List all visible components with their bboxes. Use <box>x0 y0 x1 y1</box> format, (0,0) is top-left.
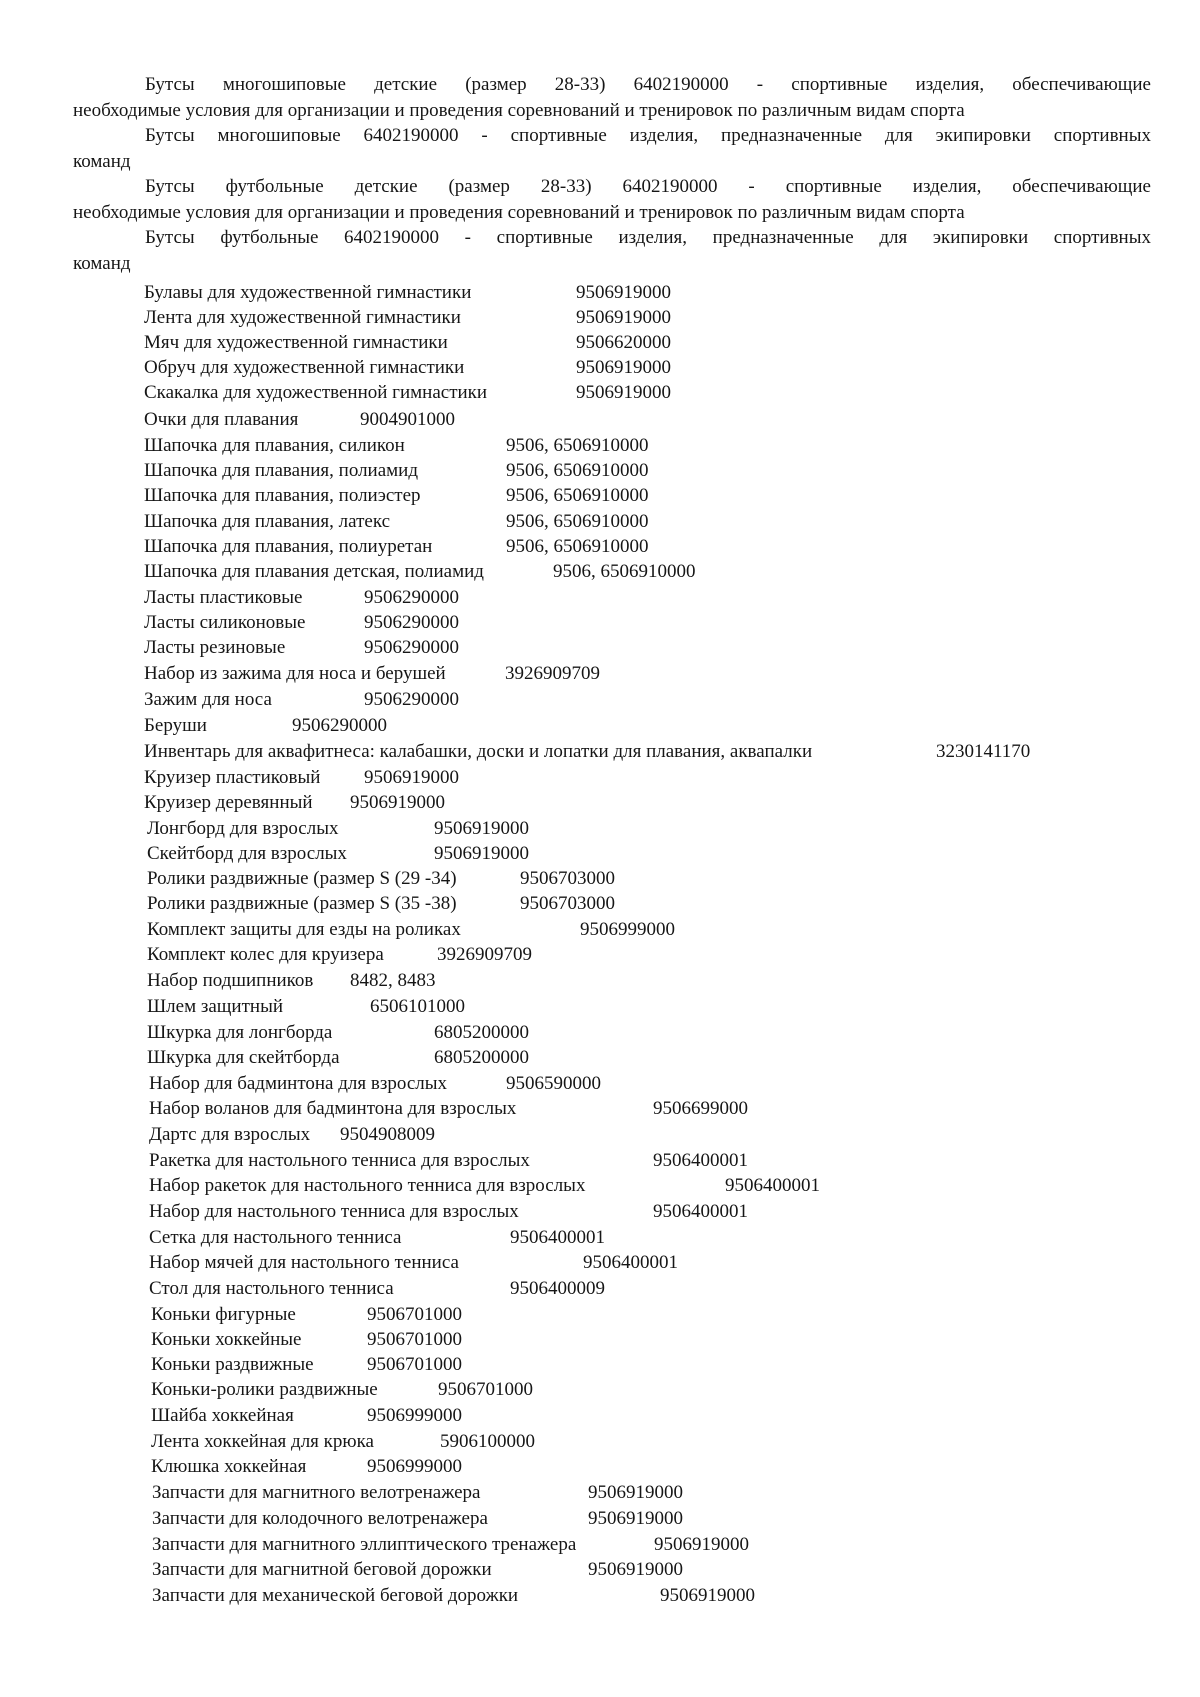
item-name: Лонгборд для взрослых <box>147 818 339 839</box>
item-name: Шапочка для плавания детская, полиамид <box>144 561 484 582</box>
item-name: Сетка для настольного тенниса <box>149 1227 402 1248</box>
item-name: Набор для настольного тенниса для взрослых <box>149 1201 519 1222</box>
item-code: 9506, 6506910000 <box>506 435 649 456</box>
item-code: 9506290000 <box>364 587 459 608</box>
item-name: Лента хоккейная для крюка <box>151 1431 374 1452</box>
item-code: 9506999000 <box>580 919 675 940</box>
item-code: 9004901000 <box>360 409 455 430</box>
item-code: 9506290000 <box>364 612 459 633</box>
item-code: 9506400001 <box>653 1201 748 1222</box>
item-name: Лента для художественной гимнастики <box>144 307 461 328</box>
item-code: 9504908009 <box>340 1124 435 1145</box>
item-code: 9506, 6506910000 <box>506 460 649 481</box>
item-name: Шлем защитный <box>147 996 283 1017</box>
item-code: 9506919000 <box>434 843 529 864</box>
item-code: 9506699000 <box>653 1098 748 1119</box>
item-code: 9506620000 <box>576 332 671 353</box>
item-name: Набор из зажима для носа и берушей <box>144 663 446 684</box>
item-name: Набор подшипников <box>147 970 314 991</box>
item-code: 9506400001 <box>510 1227 605 1248</box>
item-code: 9506919000 <box>654 1534 749 1555</box>
item-code: 9506919000 <box>350 792 445 813</box>
item-code: 9506919000 <box>588 1559 683 1580</box>
item-name: Шайба хоккейная <box>151 1405 294 1426</box>
item-code: 9506919000 <box>588 1508 683 1529</box>
item-name: Ролики раздвижные (размер S (35 -38) <box>147 893 457 914</box>
item-name: Стол для настольного тенниса <box>149 1278 394 1299</box>
paragraph-first-line: Бутсы многошиповые детские (размер 28-33) 6402190000 - спортивные изделия, обеспечивающие <box>145 74 1151 95</box>
item-code: 9506400001 <box>725 1175 820 1196</box>
item-name: Клюшка хоккейная <box>151 1456 307 1477</box>
item-code: 9506703000 <box>520 893 615 914</box>
item-code: 9506999000 <box>367 1405 462 1426</box>
item-code: 3926909709 <box>437 944 532 965</box>
item-name: Запчасти для механической беговой дорожки <box>152 1585 519 1606</box>
item-name: Шкурка для скейтборда <box>147 1047 340 1068</box>
item-name: Булавы для художественной гимнастики <box>144 282 472 303</box>
item-code: 9506400001 <box>653 1150 748 1171</box>
paragraph-first-line: Бутсы футбольные детские (размер 28-33) 6402190000 - спортивные изделия, обеспечивающие <box>145 176 1151 197</box>
item-code: 5906100000 <box>440 1431 535 1452</box>
paragraph-first-line: Бутсы многошиповые 6402190000 - спортивные изделия, предназначенные для экипировки спортивных <box>145 125 1151 146</box>
item-code: 9506919000 <box>576 382 671 403</box>
item-name: Коньки раздвижные <box>151 1354 314 1375</box>
item-name: Ракетка для настольного тенниса для взрослых <box>149 1150 530 1171</box>
item-name: Шапочка для плавания, полиэстер <box>144 485 421 506</box>
item-code: 9506703000 <box>520 868 615 889</box>
item-code: 6506101000 <box>370 996 465 1017</box>
item-name: Круизер деревянный <box>144 792 313 813</box>
item-code: 6805200000 <box>434 1022 529 1043</box>
item-name: Шапочка для плавания, силикон <box>144 435 405 456</box>
item-name: Шапочка для плавания, латекс <box>144 511 391 532</box>
paragraph-continuation: необходимые условия для организации и проведения соревнований и тренировок по различным видам спорта <box>73 201 965 223</box>
item-code: 9506919000 <box>576 307 671 328</box>
item-name: Набор для бадминтона для взрослых <box>149 1073 448 1094</box>
item-code: 9506590000 <box>506 1073 601 1094</box>
item-code: 3230141170 <box>936 741 1031 762</box>
paragraph-continuation: необходимые условия для организации и проведения соревнований и тренировок по различным видам спорта <box>73 99 965 121</box>
item-name: Ласты пластиковые <box>144 587 303 608</box>
item-name: Скейтборд для взрослых <box>147 843 347 864</box>
intro-paragraph <box>73 123 1151 174</box>
item-name: Ласты силиконовые <box>144 612 306 633</box>
item-code: 9506919000 <box>434 818 529 839</box>
item-code: 3926909709 <box>505 663 600 684</box>
item-code: 9506400009 <box>510 1278 605 1299</box>
item-name: Запчасти для колодочного велотренажера <box>152 1508 488 1529</box>
item-name: Комплект защиты для езды на роликах <box>147 919 461 940</box>
item-code: 9506701000 <box>367 1354 462 1375</box>
item-name: Очки для плавания <box>144 409 299 430</box>
item-code: 6805200000 <box>434 1047 529 1068</box>
item-name: Запчасти для магнитной беговой дорожки <box>152 1559 492 1580</box>
item-name: Запчасти для магнитного эллиптического тренажера <box>152 1534 577 1555</box>
item-name: Скакалка для художественной гимнастики <box>144 382 488 403</box>
item-name: Шапочка для плавания, полиуретан <box>144 536 433 557</box>
item-code: 9506919000 <box>576 357 671 378</box>
item-name: Дартс для взрослых <box>149 1124 311 1145</box>
item-name: Набор мячей для настольного тенниса <box>149 1252 459 1273</box>
paragraph-continuation: команд <box>73 150 131 172</box>
item-name: Ласты резиновые <box>144 637 286 658</box>
item-code: 9506, 6506910000 <box>506 536 649 557</box>
item-name: Беруши <box>144 715 207 736</box>
item-name: Шапочка для плавания, полиамид <box>144 460 419 481</box>
item-name: Коньки-ролики раздвижные <box>151 1379 378 1400</box>
item-name: Коньки фигурные <box>151 1304 296 1325</box>
intro-paragraph <box>73 72 1151 123</box>
item-name: Круизер пластиковый <box>144 767 321 788</box>
item-code: 9506290000 <box>364 689 459 710</box>
item-code: 9506400001 <box>583 1252 678 1273</box>
item-code: 8482, 8483 <box>350 970 436 991</box>
item-name: Обруч для художественной гимнастики <box>144 357 465 378</box>
item-code: 9506919000 <box>576 282 671 303</box>
item-code: 9506999000 <box>367 1456 462 1477</box>
item-name: Набор ракеток для настольного тенниса для взрослых <box>149 1175 586 1196</box>
item-code: 9506290000 <box>364 637 459 658</box>
item-name: Запчасти для магнитного велотренажера <box>152 1482 481 1503</box>
item-name: Ролики раздвижные (размер S (29 -34) <box>147 868 457 889</box>
item-name: Набор воланов для бадминтона для взрослых <box>149 1098 517 1119</box>
item-code: 9506701000 <box>367 1329 462 1350</box>
paragraph-first-line: Бутсы футбольные 6402190000 - спортивные изделия, предназначенные для экипировки спортивных <box>145 227 1151 248</box>
item-name: Мяч для художественной гимнастики <box>144 332 448 353</box>
item-code: 9506, 6506910000 <box>553 561 696 582</box>
item-code: 9506290000 <box>292 715 387 736</box>
item-code: 9506919000 <box>588 1482 683 1503</box>
paragraph-continuation: команд <box>73 252 131 274</box>
intro-paragraph <box>73 225 1151 276</box>
item-code: 9506701000 <box>438 1379 533 1400</box>
item-code: 9506, 6506910000 <box>506 511 649 532</box>
item-code: 9506919000 <box>660 1585 755 1606</box>
intro-paragraph <box>73 174 1151 225</box>
item-name: Инвентарь для аквафитнеса: калабашки, доски и лопатки для плавания, аквапалки <box>144 741 813 762</box>
item-code: 9506701000 <box>367 1304 462 1325</box>
item-code: 9506, 6506910000 <box>506 485 649 506</box>
item-name: Коньки хоккейные <box>151 1329 302 1350</box>
item-name: Зажим для носа <box>144 689 272 710</box>
item-name: Шкурка для лонгборда <box>147 1022 333 1043</box>
item-name: Комплект колес для круизера <box>147 944 384 965</box>
item-code: 9506919000 <box>364 767 459 788</box>
